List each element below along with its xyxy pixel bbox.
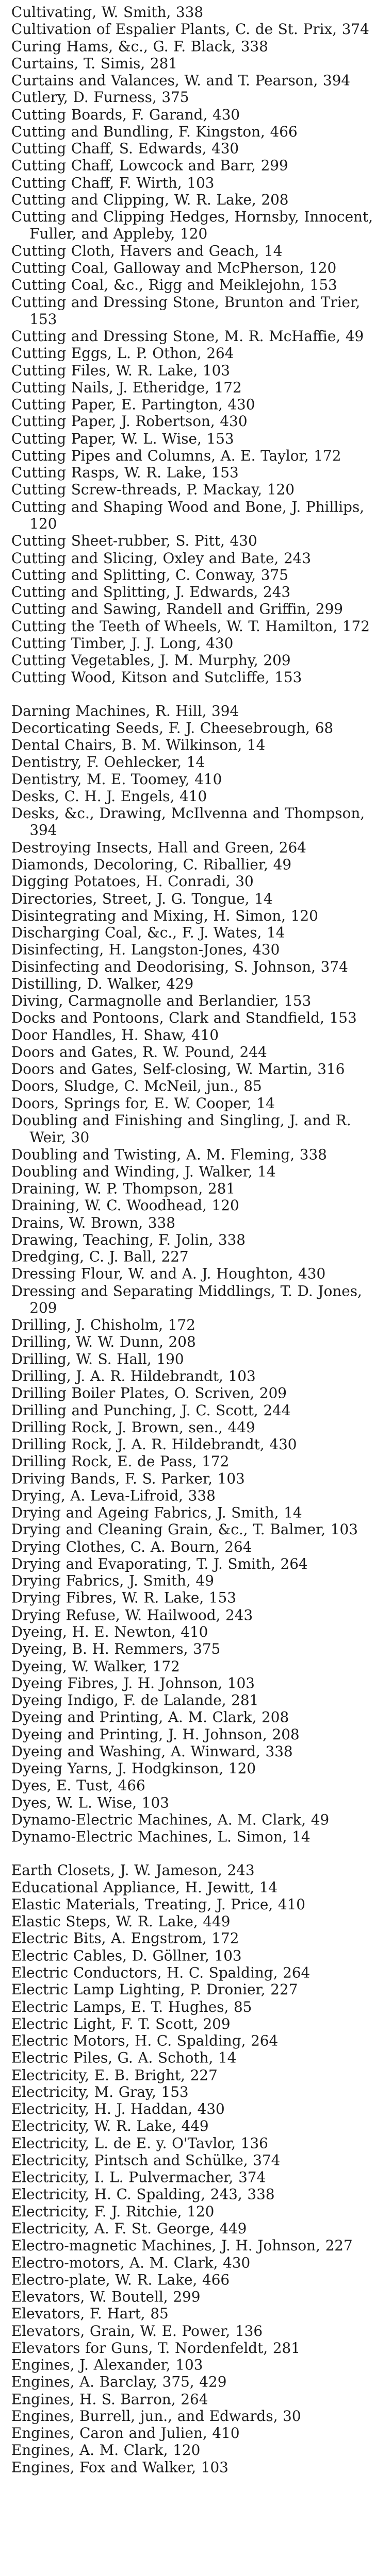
index-entry: Elevators, F. Hart, 85 bbox=[11, 2305, 169, 2323]
index-entry: Engines, Caron and Julien, 410 bbox=[11, 2425, 240, 2442]
index-entry: Engines, A. M. Clark, 120 bbox=[11, 2442, 201, 2459]
index-entry: Cutlery, D. Furness, 375 bbox=[11, 89, 189, 106]
index-entry: Doubling and Twisting, A. M. Fleming, 338 bbox=[11, 1145, 327, 1163]
index-entry: Cutting Sheet-rubber, S. Pitt, 430 bbox=[11, 532, 257, 550]
index-entry: Electric Lamp Lighting, P. Dronier, 227 bbox=[11, 1981, 298, 1998]
index-entry: Drying Fabrics, J. Smith, 49 bbox=[11, 1572, 214, 1589]
index-entry: Cutting Coal, Galloway and McPherson, 120 bbox=[11, 259, 337, 277]
index-entry: Distilling, D. Walker, 429 bbox=[11, 975, 194, 992]
index-entry: Engines, H. S. Barron, 264 bbox=[11, 2390, 208, 2408]
index-entry: Docks and Pontoons, Clark and Standfield, 153 bbox=[11, 1009, 357, 1026]
index-entry: Cutting Timber, J. J. Long, 430 bbox=[11, 634, 234, 652]
index-entry: Cutting Files, W. R. Lake, 103 bbox=[11, 362, 231, 379]
index-entry: Cutting and Bundling, F. Kingston, 466 bbox=[11, 123, 298, 140]
index-entry: Dental Chairs, B. M. Wilkinson, 14 bbox=[11, 736, 266, 754]
index-entry: Cutting Rasps, W. R. Lake, 153 bbox=[11, 464, 239, 481]
index-entry: Cutting and Dressing Stone, M. R. McHaffie, 49 bbox=[11, 327, 364, 345]
index-entry: Drilling, J. Chisholm, 172 bbox=[11, 1316, 195, 1333]
index-entry: Disintegrating and Mixing, H. Simon, 120 bbox=[11, 907, 318, 924]
index-entry: Electric Piles, G. A. Schoth, 14 bbox=[11, 2049, 237, 2066]
index-entry: Desks, &c., Drawing, McIlvenna and Thompson, 394 bbox=[11, 804, 365, 839]
index-entry: Doors, Sludge, C. McNeil, jun., 85 bbox=[11, 1077, 262, 1095]
index-entry: Cutting and Splitting, C. Conway, 375 bbox=[11, 566, 288, 584]
index-entry: Cutting Paper, W. L. Wise, 153 bbox=[11, 430, 234, 447]
index-entry: Cutting and Shaping Wood and Bone, J. Phillips, 120 bbox=[11, 498, 365, 532]
index-entry: Diving, Carmagnolle and Berlandier, 153 bbox=[11, 992, 312, 1009]
index-entry: Dyeing, B. H. Remmers, 375 bbox=[11, 1640, 221, 1658]
index-entry: Cultivation of Espalier Plants, C. de St. Prix, 374 bbox=[11, 20, 369, 38]
index-entry: Cutting and Splitting, J. Edwards, 243 bbox=[11, 583, 291, 601]
index-entry: Electricity, Pintsch and Schülke, 374 bbox=[11, 2151, 281, 2169]
index-entry: Dynamo-Electric Machines, A. M. Clark, 49 bbox=[11, 1811, 330, 1828]
index-entry: Electric Bits, A. Engstrom, 172 bbox=[11, 1929, 239, 1947]
index-entry: Electricity, W. R. Lake, 449 bbox=[11, 2117, 209, 2135]
index-entry: Cutting Screw-threads, P. Mackay, 120 bbox=[11, 481, 295, 498]
index-entry: Cutting Cloth, Havers and Geach, 14 bbox=[11, 242, 283, 260]
index-entry: Drilling and Punching, J. C. Scott, 244 bbox=[11, 1401, 291, 1419]
index-entry: Cutting and Clipping, W. R. Lake, 208 bbox=[11, 191, 289, 208]
index-entry: Cultivating, W. Smith, 338 bbox=[11, 3, 204, 21]
index-entry: Doubling and Winding, J. Walker, 14 bbox=[11, 1163, 276, 1180]
index-entry: Electro-motors, A. M. Clark, 430 bbox=[11, 2253, 251, 2271]
index-entry: Dyeing Yarns, J. Hodgkinson, 120 bbox=[11, 1759, 256, 1777]
index-entry: Dressing Flour, W. and A. J. Houghton, 430 bbox=[11, 1265, 326, 1282]
index-entry: Door Handles, H. Shaw, 410 bbox=[11, 1026, 219, 1044]
index-entry: Electric Cables, D. Göllner, 103 bbox=[11, 1947, 242, 1964]
index-entry: Electricity, A. F. St. George, 449 bbox=[11, 2219, 247, 2237]
index-entry: Discharging Coal, &c., F. J. Wates, 14 bbox=[11, 924, 285, 941]
index-entry: Drains, W. Brown, 338 bbox=[11, 1214, 175, 1231]
index-entry: Drilling Rock, J. A. R. Hildebrandt, 430 bbox=[11, 1435, 297, 1453]
index-entry: Cutting Boards, F. Garand, 430 bbox=[11, 106, 240, 123]
index-entry: Disinfecting, H. Langston-Jones, 430 bbox=[11, 941, 280, 958]
index-entry: Cutting and Slicing, Oxley and Bate, 243 bbox=[11, 549, 312, 567]
index-entry: Electricity, I. L. Pulvermacher, 374 bbox=[11, 2168, 266, 2186]
index-entry: Drying Refuse, W. Hailwood, 243 bbox=[11, 1606, 253, 1623]
index-entry: Electric Conductors, H. C. Spalding, 264 bbox=[11, 1964, 311, 1981]
index-entry: Darning Machines, R. Hill, 394 bbox=[11, 702, 239, 720]
index-entry: Electricity, L. de E. y. O'Tavlor, 136 bbox=[11, 2134, 268, 2152]
index-entry: Elevators, Grain, W. E. Power, 136 bbox=[11, 2322, 263, 2340]
index-entry: Cutting the Teeth of Wheels, W. T. Hamilton, 172 bbox=[11, 617, 370, 635]
index-entry: Drying and Ageing Fabrics, J. Smith, 14 bbox=[11, 1504, 302, 1521]
index-entry: Drilling, J. A. R. Hildebrandt, 103 bbox=[11, 1367, 256, 1385]
index-entry: Electric Motors, H. C. Spalding, 264 bbox=[11, 2032, 279, 2049]
index-entry: Drying and Evaporating, T. J. Smith, 264 bbox=[11, 1555, 308, 1572]
index-entry: Electricity, M. Gray, 153 bbox=[11, 2083, 189, 2100]
index-entry: Electro-plate, W. R. Lake, 466 bbox=[11, 2271, 230, 2288]
index-entry: Cutting Eggs, L. P. Othon, 264 bbox=[11, 344, 234, 362]
index-entry: Doors and Gates, Self-closing, W. Martin, 316 bbox=[11, 1060, 345, 1078]
index-entry: Dyeing, W. Walker, 172 bbox=[11, 1657, 180, 1675]
index-entry: Doors, Springs for, E. W. Cooper, 14 bbox=[11, 1094, 275, 1112]
index-entry: Dredging, C. J. Ball, 227 bbox=[11, 1248, 189, 1265]
index-entry: Digging Potatoes, H. Conradi, 30 bbox=[11, 873, 254, 890]
index-entry: Desks, C. H. J. Engels, 410 bbox=[11, 787, 207, 805]
index-entry: Engines, A. Barclay, 375, 429 bbox=[11, 2373, 227, 2391]
index-entry: Dyeing, H. E. Newton, 410 bbox=[11, 1623, 208, 1640]
index-entry: Curtains and Valances, W. and T. Pearson, 394 bbox=[11, 72, 351, 89]
index-entry: Elevators for Guns, T. Nordenfeldt, 281 bbox=[11, 2339, 300, 2357]
index-entry: Destroying Insects, Hall and Green, 264 bbox=[11, 839, 306, 856]
index-entry: Draining, W. P. Thompson, 281 bbox=[11, 1180, 236, 1197]
index-entry: Drying Fibres, W. R. Lake, 153 bbox=[11, 1589, 236, 1606]
index-entry: Disinfecting and Deodorising, S. Johnson, 374 bbox=[11, 958, 348, 975]
index-entry: Engines, J. Alexander, 103 bbox=[11, 2356, 203, 2374]
index-entry: Driving Bands, F. S. Parker, 103 bbox=[11, 1470, 245, 1487]
index-entry: Elastic Materials, Treating, J. Price, 410 bbox=[11, 1895, 306, 1913]
index-entry: Draining, W. C. Woodhead, 120 bbox=[11, 1197, 239, 1214]
index-entry: Educational Appliance, H. Jewitt, 14 bbox=[11, 1878, 278, 1896]
index-entry: Cutting Chaff, Lowcock and Barr, 299 bbox=[11, 157, 288, 174]
index-entry: Dyeing and Printing, A. M. Clark, 208 bbox=[11, 1708, 289, 1726]
index-entry: Cutting and Dressing Stone, Brunton and Trier, 153 bbox=[11, 293, 361, 328]
index-entry: Decorticating Seeds, F. J. Cheesebrough, 68 bbox=[11, 719, 334, 737]
index-entry: Dyeing Fibres, J. H. Johnson, 103 bbox=[11, 1674, 255, 1692]
index-entry: Cutting Paper, E. Partington, 430 bbox=[11, 396, 255, 413]
index-entry: Drilling Rock, E. de Pass, 172 bbox=[11, 1452, 230, 1470]
index-entry: Diamonds, Decoloring, C. Riballier, 49 bbox=[11, 856, 292, 873]
section-break bbox=[11, 1845, 377, 1861]
index-entry: Electro-magnetic Machines, J. H. Johnson, 227 bbox=[11, 2236, 353, 2254]
index-entry: Cutting Nails, J. Etheridge, 172 bbox=[11, 379, 242, 396]
index-entry: Doors and Gates, R. W. Pound, 244 bbox=[11, 1043, 267, 1061]
index-entry: Cutting Paper, J. Robertson, 430 bbox=[11, 413, 248, 430]
index-entry: Electric Light, F. T. Scott, 209 bbox=[11, 2015, 231, 2032]
index-entry: Drawing, Teaching, F. Jolin, 338 bbox=[11, 1231, 246, 1248]
index-entry: Dressing and Separating Middlings, T. D. Jones, 209 bbox=[11, 1282, 362, 1316]
index-entry: Cutting Vegetables, J. M. Murphy, 209 bbox=[11, 651, 291, 669]
index-entry: Drying and Cleaning Grain, &c., T. Balmer, 103 bbox=[11, 1521, 358, 1538]
index-entry: Dyeing and Printing, J. H. Johnson, 208 bbox=[11, 1725, 300, 1743]
index-entry: Dyes, W. L. Wise, 103 bbox=[11, 1794, 169, 1811]
index-entry: Dentistry, M. E. Toomey, 410 bbox=[11, 770, 222, 788]
index-entry: Drying, A. Leva-Lifroid, 338 bbox=[11, 1487, 216, 1504]
index-entry: Dyeing Indigo, F. de Lalande, 281 bbox=[11, 1691, 259, 1709]
index-entry: Drilling, W. S. Hall, 190 bbox=[11, 1350, 184, 1368]
index-entry: Directories, Street, J. G. Tongue, 14 bbox=[11, 890, 273, 907]
index-entry: Drilling Rock, J. Brown, sen., 449 bbox=[11, 1418, 255, 1436]
index-entry: Electricity, H. J. Haddan, 430 bbox=[11, 2100, 225, 2117]
index-entry: Cutting Wood, Kitson and Sutcliffe, 153 bbox=[11, 668, 302, 686]
index-entry: Drying Clothes, C. A. Bourn, 264 bbox=[11, 1538, 252, 1555]
index-entry: Engines, Burrell, jun., and Edwards, 30 bbox=[11, 2407, 301, 2425]
index-entry: Electricity, E. B. Bright, 227 bbox=[11, 2066, 218, 2083]
index-entry: Cutting Coal, &c., Rigg and Meiklejohn, 153 bbox=[11, 276, 337, 294]
index-entry: Cutting Chaff, F. Wirth, 103 bbox=[11, 174, 215, 191]
index-entry: Drilling, W. W. Dunn, 208 bbox=[11, 1333, 196, 1351]
index-entry: Earth Closets, J. W. Jameson, 243 bbox=[11, 1861, 255, 1879]
index-entry: Electric Lamps, E. T. Hughes, 85 bbox=[11, 1998, 252, 2015]
index-entry: Drilling Boiler Plates, O. Scriven, 209 bbox=[11, 1384, 287, 1402]
index-entry: Electricity, H. C. Spalding, 243, 338 bbox=[11, 2185, 275, 2203]
index-entry: Curtains, T. Simis, 281 bbox=[11, 55, 178, 72]
index-entry: Doubling and Finishing and Singling, J. and R. Weir, 30 bbox=[11, 1111, 351, 1146]
index-entry: Dyeing and Washing, A. Winward, 338 bbox=[11, 1742, 293, 1760]
index-entry: Cutting Pipes and Columns, A. E. Taylor, 172 bbox=[11, 447, 341, 464]
index-entry: Cutting and Clipping Hedges, Hornsby, Innocent, Fuller, and Appleby, 120 bbox=[11, 208, 373, 243]
index-entry: Cutting and Sawing, Randell and Griffin, 299 bbox=[11, 600, 344, 618]
index-entry: Dentistry, F. Oehlecker, 14 bbox=[11, 753, 205, 771]
index-entry: Curing Hams, &c., G. F. Black, 338 bbox=[11, 37, 268, 55]
index-entry: Dynamo-Electric Machines, L. Simon, 14 bbox=[11, 1828, 311, 1845]
index-entry: Electricity, F. J. Ritchie, 120 bbox=[11, 2202, 215, 2220]
index-entry: Elevators, W. Boutell, 299 bbox=[11, 2288, 201, 2306]
section-break bbox=[11, 686, 377, 702]
index-entry: Elastic Steps, W. R. Lake, 449 bbox=[11, 1912, 231, 1930]
index-entry: Dyes, E. Tust, 466 bbox=[11, 1777, 145, 1794]
index-entry: Engines, Fox and Walker, 103 bbox=[11, 2459, 228, 2476]
index-entry: Cutting Chaff, S. Edwards, 430 bbox=[11, 140, 239, 157]
